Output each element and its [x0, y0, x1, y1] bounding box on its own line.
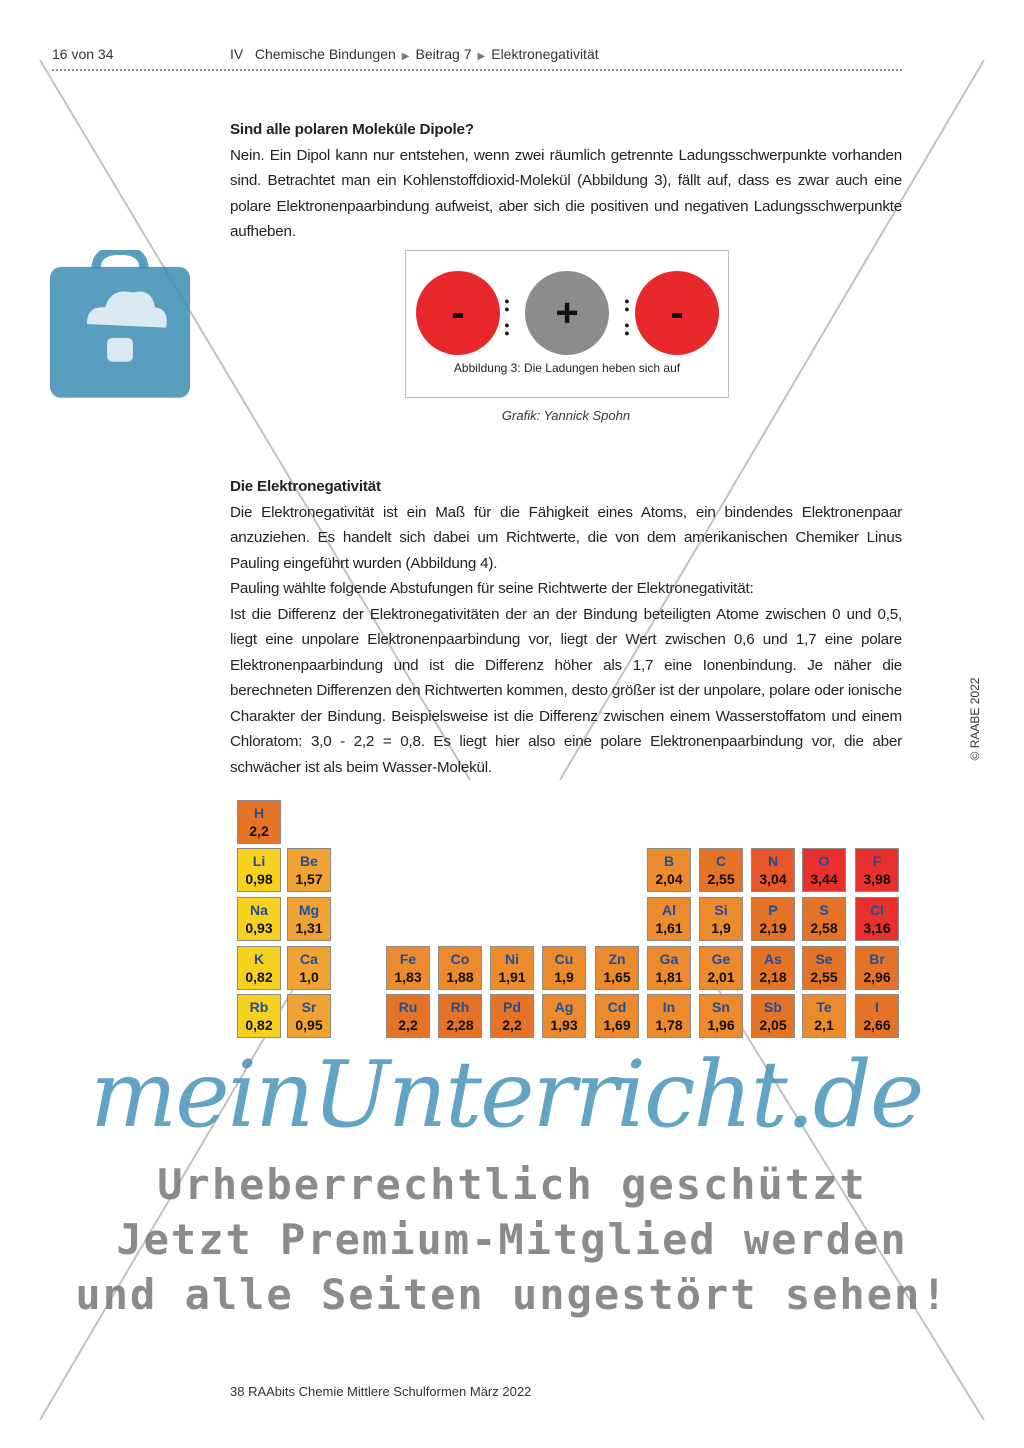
- element-cell-k: [237, 946, 281, 990]
- negative-charge-circle: -: [635, 271, 719, 355]
- element-electronegativity: 1,88: [446, 969, 474, 985]
- element-cell-al: [647, 897, 691, 941]
- figure-credit: Grafik: Yannick Spohn: [501, 408, 631, 423]
- element-symbol: Co: [450, 951, 470, 967]
- element-electronegativity: 1,91: [498, 969, 526, 985]
- element-cell-be: [287, 848, 331, 892]
- page-number: 16 von 34: [52, 46, 114, 62]
- element-cell-as: [751, 946, 795, 990]
- element-electronegativity: 2,66: [863, 1017, 891, 1033]
- element-symbol: Te: [816, 999, 832, 1015]
- element-cell-ru: [386, 994, 430, 1038]
- breadcrumb-chapter: IV: [230, 46, 244, 62]
- element-electronegativity: 2,96: [863, 969, 891, 985]
- element-symbol: I: [875, 999, 879, 1015]
- element-cell-rh: [438, 994, 482, 1038]
- element-symbol: Se: [815, 951, 833, 967]
- element-cell-rb: [237, 994, 281, 1038]
- element-cell-cu: [542, 946, 586, 990]
- element-electronegativity: 1,61: [655, 920, 683, 936]
- element-electronegativity: 1,0: [299, 969, 319, 985]
- section-dipole: [230, 117, 902, 245]
- element-symbol: In: [662, 999, 676, 1015]
- element-electronegativity: 2,2: [398, 1017, 418, 1033]
- element-cell-c: [699, 848, 743, 892]
- watermark-line-2: Jetzt Premium-Mitglied werden: [116, 1215, 908, 1264]
- element-electronegativity: 2,18: [759, 969, 787, 985]
- element-electronegativity: 1,69: [603, 1017, 631, 1033]
- element-cell-zn: [595, 946, 639, 990]
- element-electronegativity: 2,28: [446, 1017, 474, 1033]
- figure-caption: Abbildung 3: Die Ladungen heben sich auf: [453, 361, 681, 375]
- element-electronegativity: 0,95: [295, 1017, 323, 1033]
- element-cell-mg: [287, 897, 331, 941]
- paragraph: Ist die Differenz der Elektronegativitäten der an der Bindung beteiligten Atome zwischen 0 und 0,5, liegt eine unpolare Elektronenpaarbindung vor, liegt der Wert zwischen 0,6 und 1,7 eine polare Elektronenpaarbindung und ist die Differenz höher als 1,7 eine Ionenbindung. Je näher die berechneten Differenzen den Richtwerten kommen, desto größer ist der unpolare, polare oder ionische Charakter der Bindung. Beispielsweise ist die Differenz zwischen einem Wasserstoffatom und einem Chloratom: 3,0 - 2,2 = 0,8. Es liegt hier also eine polare Elektronenpaarbindung vor, die aber schwächer ist als beim Wasser-Molekül.: [230, 605, 902, 776]
- element-symbol: Rb: [249, 999, 269, 1015]
- element-cell-ni: [490, 946, 534, 990]
- triangle-icon: ▶: [477, 51, 486, 62]
- element-symbol: Na: [250, 902, 268, 918]
- element-cell-sn: [699, 994, 743, 1038]
- element-cell-sr: [287, 994, 331, 1038]
- element-electronegativity: 1,93: [550, 1017, 578, 1033]
- element-electronegativity: 2,55: [707, 871, 735, 887]
- watermark-line-3: und alle Seiten ungestört sehen!: [75, 1270, 949, 1319]
- element-electronegativity: 2,55: [810, 969, 838, 985]
- element-electronegativity: 3,04: [759, 871, 787, 887]
- element-symbol: Ge: [711, 951, 731, 967]
- figure-3: [405, 250, 729, 398]
- element-symbol: Rh: [450, 999, 470, 1015]
- element-cell-se: [802, 946, 846, 990]
- element-electronegativity: 1,9: [711, 920, 731, 936]
- element-symbol: Pd: [503, 999, 521, 1015]
- element-electronegativity: 1,81: [655, 969, 683, 985]
- breadcrumb-chapter-title: Chemische Bindungen: [254, 46, 396, 62]
- element-cell-b: [647, 848, 691, 892]
- element-cell-ga: [647, 946, 691, 990]
- element-symbol: O: [818, 853, 830, 869]
- paragraph: Pauling wählte folgende Abstufungen für seine Richtwerte der Elektronegativität:: [230, 580, 754, 597]
- element-symbol: B: [663, 853, 675, 869]
- element-cell-si: [699, 897, 743, 941]
- element-symbol: Li: [252, 853, 266, 869]
- element-cell-h: [237, 800, 281, 844]
- briefcase-cloud-icon: [50, 250, 190, 398]
- element-electronegativity: 0,98: [245, 871, 273, 887]
- element-electronegativity: 1,96: [707, 1017, 735, 1033]
- element-cell-f: [855, 848, 899, 892]
- element-symbol: Ag: [554, 999, 574, 1015]
- element-cell-na: [237, 897, 281, 941]
- element-symbol: Sb: [764, 999, 782, 1015]
- element-electronegativity: 2,01: [707, 969, 735, 985]
- element-electronegativity: 0,82: [245, 969, 273, 985]
- element-cell-cl: [855, 897, 899, 941]
- element-cell-pd: [490, 994, 534, 1038]
- element-cell-o: [802, 848, 846, 892]
- element-symbol: C: [715, 853, 727, 869]
- element-cell-cd: [595, 994, 639, 1038]
- element-cell-li: [237, 848, 281, 892]
- element-symbol: H: [253, 805, 265, 821]
- element-electronegativity: 1,65: [603, 969, 631, 985]
- element-symbol: Ni: [505, 951, 519, 967]
- element-symbol: F: [872, 853, 882, 869]
- element-electronegativity: 1,31: [295, 920, 323, 936]
- element-symbol: Sr: [301, 999, 317, 1015]
- element-symbol: Mg: [298, 902, 320, 918]
- section-heading: Sind alle polaren Moleküle Dipole?: [230, 121, 474, 138]
- element-electronegativity: 2,05: [759, 1017, 787, 1033]
- element-symbol: Cl: [870, 902, 884, 918]
- header-divider: [52, 69, 902, 71]
- element-symbol: N: [767, 853, 779, 869]
- element-symbol: S: [819, 902, 829, 918]
- element-cell-sb: [751, 994, 795, 1038]
- element-cell-n: [751, 848, 795, 892]
- copyright-note: © RAABE 2022: [968, 677, 982, 761]
- footer: 38 RAAbits Chemie Mittlere Schulformen März 2022: [230, 1384, 532, 1399]
- element-symbol: Ca: [300, 951, 318, 967]
- element-symbol: Si: [714, 902, 728, 918]
- element-symbol: Cd: [607, 999, 627, 1015]
- element-symbol: Ru: [398, 999, 418, 1015]
- element-cell-ca: [287, 946, 331, 990]
- element-cell-s: [802, 897, 846, 941]
- element-cell-p: [751, 897, 795, 941]
- paragraph: Die Elektronegativität ist ein Maß für die Fähigkeit eines Atoms, ein bindendes Elektronenpaar anzuziehen. Es handelt sich dabei um Richtwerte, die von dem amerikanischen Chemiker Linus Pauling eingeführt wurden (Abbildung 4).: [230, 503, 902, 572]
- element-cell-co: [438, 946, 482, 990]
- element-cell-in: [647, 994, 691, 1038]
- element-electronegativity: 0,82: [245, 1017, 273, 1033]
- breadcrumb-topic: Elektronegativität: [491, 46, 599, 62]
- element-electronegativity: 1,78: [655, 1017, 683, 1033]
- element-electronegativity: 2,58: [810, 920, 838, 936]
- electron-pair-icon: ● ● ● ●: [624, 296, 630, 338]
- element-cell-fe: [386, 946, 430, 990]
- watermark-line-1: Urheberrechtlich geschützt: [157, 1160, 867, 1209]
- electron-pair-icon: ● ● ● ●: [504, 296, 510, 338]
- element-electronegativity: 3,44: [810, 871, 838, 887]
- section-heading: Die Elektronegativität: [230, 478, 381, 495]
- paragraph: Nein. Ein Dipol kann nur entstehen, wenn zwei räumlich getrennte Ladungsschwerpunkte vorhanden sind. Betrachtet man ein Kohlenstoffdioxid-Molekül (Abbildung 3), fällt auf, dass es zwar auch eine polare Elektronenpaarbindung aufweist, aber sich die positiven und negativen Ladungsschwerpunkte aufheben.: [230, 146, 902, 240]
- element-electronegativity: 2,04: [655, 871, 683, 887]
- element-symbol: P: [768, 902, 778, 918]
- element-electronegativity: 3,16: [863, 920, 891, 936]
- element-cell-i: [855, 994, 899, 1038]
- element-electronegativity: 1,57: [295, 871, 323, 887]
- element-symbol: Be: [300, 853, 318, 869]
- element-electronegativity: 2,2: [249, 823, 269, 839]
- element-symbol: K: [253, 951, 265, 967]
- element-symbol: Cu: [554, 951, 574, 967]
- element-electronegativity: 2,2: [502, 1017, 522, 1033]
- positive-charge-circle: +: [525, 271, 609, 355]
- element-symbol: Sn: [712, 999, 730, 1015]
- element-symbol: Fe: [399, 951, 417, 967]
- element-symbol: Ga: [659, 951, 679, 967]
- element-electronegativity: 1,83: [394, 969, 422, 985]
- element-electronegativity: 1,9: [554, 969, 574, 985]
- element-cell-te: [802, 994, 846, 1038]
- breadcrumb: [230, 46, 599, 62]
- breadcrumb-contribution: Beitrag 7: [415, 46, 472, 62]
- triangle-icon: ▶: [401, 51, 410, 62]
- negative-charge-circle: -: [416, 271, 500, 355]
- element-cell-ag: [542, 994, 586, 1038]
- element-symbol: Al: [662, 902, 676, 918]
- element-symbol: Zn: [608, 951, 626, 967]
- watermark-brand: meinUnterricht.de: [90, 1041, 923, 1148]
- element-cell-br: [855, 946, 899, 990]
- element-symbol: Br: [869, 951, 885, 967]
- element-cell-ge: [699, 946, 743, 990]
- element-electronegativity: 0,93: [245, 920, 273, 936]
- section-electronegativity: [230, 474, 902, 780]
- element-symbol: As: [764, 951, 782, 967]
- element-electronegativity: 3,98: [863, 871, 891, 887]
- element-electronegativity: 2,1: [814, 1017, 834, 1033]
- element-electronegativity: 2,19: [759, 920, 787, 936]
